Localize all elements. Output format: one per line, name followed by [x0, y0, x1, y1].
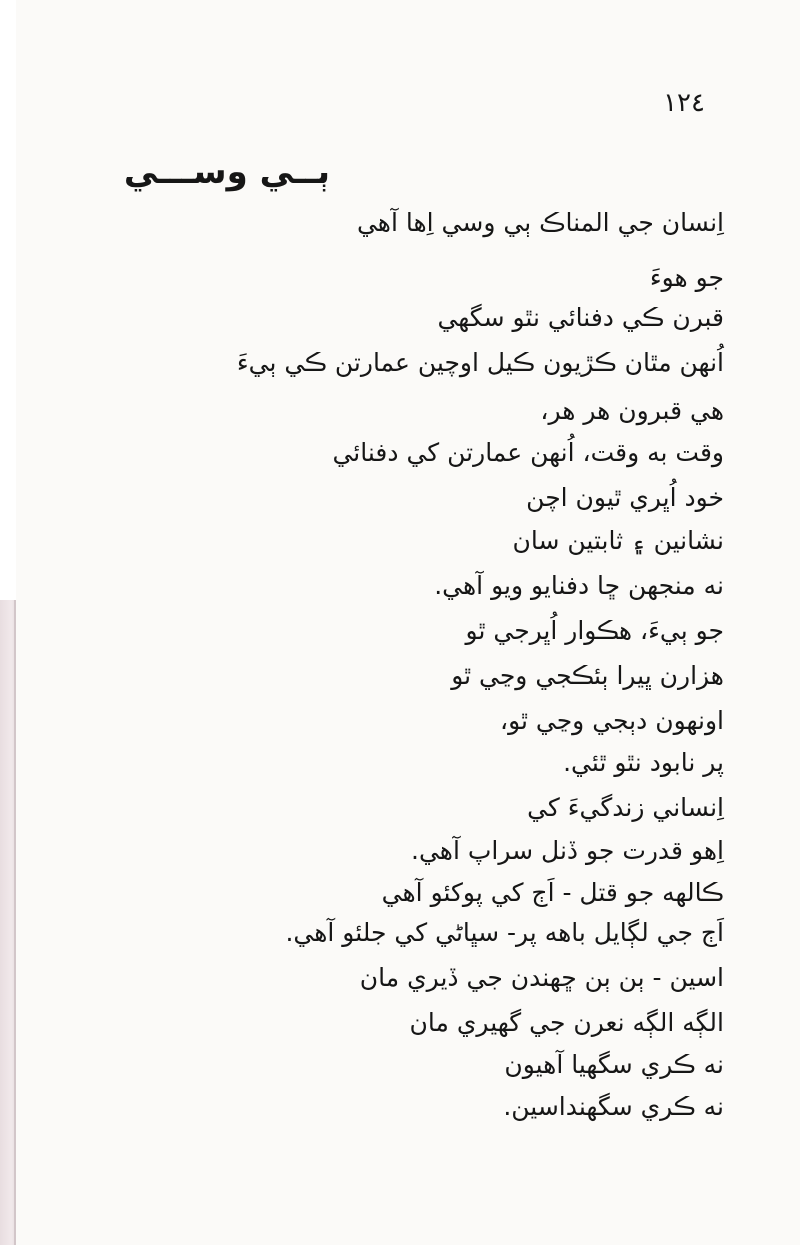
poem-line: اِنساني زندگيءَ کي	[527, 793, 724, 822]
poem-line: هزارن ڀيرا ٻئڪجي وڃي ٿو	[451, 661, 724, 690]
poem-line: جو ٻيءَ، هڪوار اُڀرجي ٿو	[465, 616, 724, 645]
poem-line: اِهو قدرت جو ڏنل سراپ آهي.	[411, 836, 724, 865]
poem-line: ڪالهه جو قتل - اَڄ کي پوکئو آهي	[381, 878, 724, 907]
poem-line: نه ڪري سگهنداسين.	[503, 1092, 724, 1121]
poem-line: اِنسان جي المناڪ ٻي وسي اِها آهي	[356, 208, 724, 237]
poem-line: جو هوءَ	[649, 263, 724, 292]
poem-line: نه منجهن ڇا دفنايو ويو آهي.	[434, 571, 724, 600]
poem-line: اُنهن مٿان ڪڙيون ڪيل اوچين عمارتن ڪي ٻيءَ	[236, 348, 724, 377]
poem-line: الڳه الڳه نعرن جي گهيري مان	[409, 1008, 724, 1037]
book-page	[16, 0, 800, 1245]
page-number: ١٢٤	[663, 88, 705, 118]
poem-line: قبرن ڪي دفنائي نٿو سگهي	[437, 303, 724, 332]
poem-line: وقت به وقت، اُنهن عمارتن کي دفنائي	[332, 438, 724, 467]
poem-line: هي قبرون هر هر،	[540, 396, 724, 425]
poem-line: اسين - ٻن ٻن ڇهندن جي ڏيري مان	[359, 963, 724, 992]
poem-line: نه ڪري سگهيا آهيون	[504, 1050, 724, 1079]
poem-line: اَڄ جي لڳايل باهه پر- سڀاڻي کي جلئو آهي.	[285, 918, 724, 947]
poem-line: نشانين ۽ ثابتين سان	[512, 526, 724, 555]
poem-line: خود اُڀري ٿيون اچن	[526, 483, 724, 512]
poem-line: پر نابود نٿو ٿئي.	[563, 748, 724, 777]
poem-line: اونهون دٻجي وڃي ٿو،	[500, 706, 724, 735]
poem-title: ٻــي وســـي	[123, 152, 330, 192]
